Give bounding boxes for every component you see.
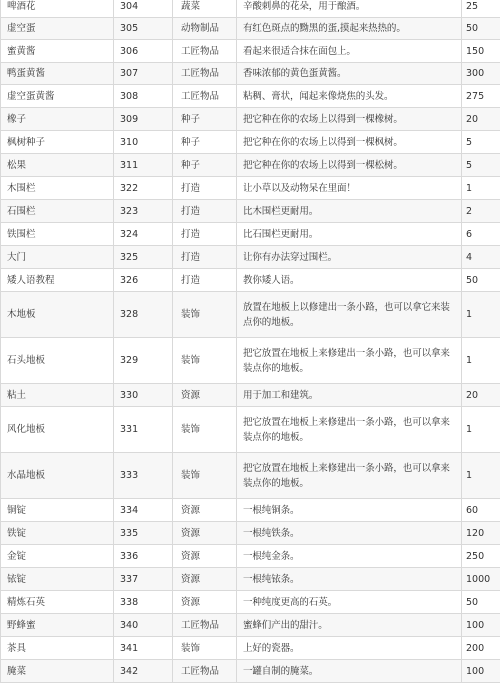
item-description-cell: 放置在地板上以修建出一条小路，也可以拿它来装点你的地板。 [237, 292, 462, 338]
table-row [1, 545, 500, 568]
item-category-cell: 资源 [173, 522, 237, 545]
item-category-cell: 装饰 [173, 292, 237, 338]
table-row [1, 637, 500, 660]
table-row [1, 108, 500, 131]
table-row [1, 223, 500, 246]
item-id-cell: 304 [114, 0, 173, 18]
item-category-cell: 打造 [173, 177, 237, 200]
item-id-cell: 310 [114, 131, 173, 154]
item-category-cell: 资源 [173, 499, 237, 522]
item-id-cell: 337 [114, 568, 173, 591]
item-category-cell: 工匠物品 [173, 660, 237, 683]
item-price-cell: 200 [462, 637, 500, 660]
item-id-cell: 311 [114, 154, 173, 177]
item-name-cell: 橡子 [1, 108, 114, 131]
item-description-cell: 一种纯度更高的石英。 [237, 591, 462, 614]
item-name-cell: 水晶地板 [1, 453, 114, 499]
item-id-cell: 306 [114, 40, 173, 63]
item-description-cell: 看起来很适合抹在面包上。 [237, 40, 462, 63]
item-name-cell: 虚空蛋 [1, 18, 114, 40]
item-price-cell: 150 [462, 40, 500, 63]
item-id-cell: 338 [114, 591, 173, 614]
item-description-cell: 让小草以及动物呆在里面！ [237, 177, 462, 200]
item-price-cell: 275 [462, 85, 500, 108]
item-price-cell: 1 [462, 407, 500, 453]
item-name-cell: 木围栏 [1, 177, 114, 200]
item-description-cell: 比石围栏更耐用。 [237, 223, 462, 246]
item-description-cell: 一根纯铱条。 [237, 568, 462, 591]
item-price-cell: 6 [462, 223, 500, 246]
item-description-cell: 把它种在你的农场上以得到一棵枫树。 [237, 131, 462, 154]
item-price-cell: 20 [462, 384, 500, 407]
item-price-cell: 50 [462, 591, 500, 614]
item-category-cell: 打造 [173, 269, 237, 292]
item-id-cell: 329 [114, 338, 173, 384]
item-description-cell: 辛酸刺鼻的花朵，用于酿酒。 [237, 0, 462, 18]
item-category-cell: 资源 [173, 384, 237, 407]
table-row [1, 246, 500, 269]
item-name-cell: 松果 [1, 154, 114, 177]
item-category-cell: 装饰 [173, 637, 237, 660]
item-price-cell: 1 [462, 453, 500, 499]
item-category-cell: 装饰 [173, 407, 237, 453]
item-category-cell: 资源 [173, 568, 237, 591]
item-category-cell: 资源 [173, 591, 237, 614]
item-category-cell: 工匠物品 [173, 614, 237, 637]
item-category-cell: 打造 [173, 246, 237, 269]
table-row [1, 614, 500, 637]
item-price-cell: 5 [462, 131, 500, 154]
item-description-cell: 把它种在你的农场上以得到一棵橡树。 [237, 108, 462, 131]
table-row [1, 0, 500, 18]
item-price-cell: 5 [462, 154, 500, 177]
item-id-cell: 322 [114, 177, 173, 200]
item-name-cell: 铁锭 [1, 522, 114, 545]
item-id-cell: 341 [114, 637, 173, 660]
item-price-cell: 120 [462, 522, 500, 545]
item-category-cell: 种子 [173, 154, 237, 177]
item-description-cell: 粘稠、膏状，闻起来像烧焦的头发。 [237, 85, 462, 108]
item-id-cell: 325 [114, 246, 173, 269]
item-description-cell: 一根纯铁条。 [237, 522, 462, 545]
table-row [1, 522, 500, 545]
item-price-cell: 25 [462, 0, 500, 18]
item-id-cell: 326 [114, 269, 173, 292]
item-name-cell: 粘土 [1, 384, 114, 407]
item-price-cell: 1000 [462, 568, 500, 591]
item-name-cell: 精炼石英 [1, 591, 114, 614]
item-price-cell: 50 [462, 269, 500, 292]
item-category-cell: 种子 [173, 131, 237, 154]
item-price-cell: 1 [462, 177, 500, 200]
item-name-cell: 茶具 [1, 637, 114, 660]
table-row [1, 591, 500, 614]
item-description-cell: 比木围栏更耐用。 [237, 200, 462, 223]
item-price-cell: 2 [462, 200, 500, 223]
item-category-cell: 资源 [173, 545, 237, 568]
table-row [1, 269, 500, 292]
table-row [1, 200, 500, 223]
item-category-cell: 装饰 [173, 338, 237, 384]
item-name-cell: 鸭蛋黄酱 [1, 63, 114, 85]
item-price-cell: 1 [462, 338, 500, 384]
item-id-cell: 342 [114, 660, 173, 683]
item-name-cell: 风化地板 [1, 407, 114, 453]
item-id-cell: 305 [114, 18, 173, 40]
item-name-cell: 金锭 [1, 545, 114, 568]
item-id-cell: 331 [114, 407, 173, 453]
item-id-cell: 328 [114, 292, 173, 338]
item-price-cell: 100 [462, 614, 500, 637]
item-price-cell: 20 [462, 108, 500, 131]
item-id-cell: 307 [114, 63, 173, 85]
item-description-cell: 有红色斑点的黝黑的蛋,摸起来热热的。 [237, 18, 462, 40]
item-id-cell: 323 [114, 200, 173, 223]
item-description-cell: 蜜蜂们产出的甜汁。 [237, 614, 462, 637]
table-row [1, 499, 500, 522]
item-category-cell: 动物制品 [173, 18, 237, 40]
table-row [1, 384, 500, 407]
item-name-cell: 石围栏 [1, 200, 114, 223]
item-description-cell: 教你矮人语。 [237, 269, 462, 292]
table-row [1, 407, 500, 453]
item-name-cell: 虚空蛋黄酱 [1, 85, 114, 108]
item-id-cell: 336 [114, 545, 173, 568]
item-name-cell: 野蜂蜜 [1, 614, 114, 637]
table-row [1, 18, 500, 40]
table-row [1, 453, 500, 499]
item-category-cell: 打造 [173, 223, 237, 246]
item-description-cell: 把它放置在地板上来修建出一条小路，也可以拿来装点你的地板。 [237, 453, 462, 499]
item-table-body [1, 0, 500, 683]
table-row [1, 154, 500, 177]
item-name-cell: 腌菜 [1, 660, 114, 683]
item-price-cell: 4 [462, 246, 500, 269]
item-name-cell: 铱锭 [1, 568, 114, 591]
item-name-cell: 啤酒花 [1, 0, 114, 18]
item-category-cell: 工匠物品 [173, 63, 237, 85]
item-name-cell: 铜锭 [1, 499, 114, 522]
item-category-cell: 打造 [173, 200, 237, 223]
item-name-cell: 枫树种子 [1, 131, 114, 154]
item-price-cell: 250 [462, 545, 500, 568]
table-row [1, 338, 500, 384]
table-row [1, 131, 500, 154]
item-category-cell: 种子 [173, 108, 237, 131]
item-id-cell: 308 [114, 85, 173, 108]
item-id-cell: 333 [114, 453, 173, 499]
table-row [1, 292, 500, 338]
item-id-cell: 324 [114, 223, 173, 246]
item-price-cell: 50 [462, 18, 500, 40]
table-row [1, 568, 500, 591]
item-id-cell: 335 [114, 522, 173, 545]
item-category-cell: 装饰 [173, 453, 237, 499]
item-description-cell: 把它种在你的农场上以得到一棵松树。 [237, 154, 462, 177]
item-name-cell: 木地板 [1, 292, 114, 338]
table-row [1, 177, 500, 200]
item-price-cell: 1 [462, 292, 500, 338]
item-description-cell: 一罐自制的腌菜。 [237, 660, 462, 683]
item-price-cell: 100 [462, 660, 500, 683]
item-category-cell: 工匠物品 [173, 85, 237, 108]
item-description-cell: 让你有办法穿过围栏。 [237, 246, 462, 269]
item-id-cell: 330 [114, 384, 173, 407]
item-id-cell: 309 [114, 108, 173, 131]
item-id-cell: 334 [114, 499, 173, 522]
item-category-cell: 工匠物品 [173, 40, 237, 63]
table-row [1, 40, 500, 63]
table-row [1, 85, 500, 108]
item-description-cell: 把它放置在地板上来修建出一条小路，也可以拿来装点你的地板。 [237, 338, 462, 384]
item-price-cell: 300 [462, 63, 500, 85]
item-name-cell: 石头地板 [1, 338, 114, 384]
table-row [1, 660, 500, 683]
item-description-cell: 把它放置在地板上来修建出一条小路，也可以拿来装点你的地板。 [237, 407, 462, 453]
item-id-cell: 340 [114, 614, 173, 637]
item-description-cell: 一根纯金条。 [237, 545, 462, 568]
item-name-cell: 蜜黄酱 [1, 40, 114, 63]
item-description-cell: 上好的瓷器。 [237, 637, 462, 660]
item-description-cell: 香味浓郁的黄色蛋黄酱。 [237, 63, 462, 85]
item-description-cell: 一根纯铜条。 [237, 499, 462, 522]
item-description-cell: 用于加工和建筑。 [237, 384, 462, 407]
item-name-cell: 矮人语教程 [1, 269, 114, 292]
table-row [1, 63, 500, 85]
item-category-cell: 蔬菜 [173, 0, 237, 18]
item-name-cell: 铁围栏 [1, 223, 114, 246]
item-price-cell: 60 [462, 499, 500, 522]
item-name-cell: 大门 [1, 246, 114, 269]
